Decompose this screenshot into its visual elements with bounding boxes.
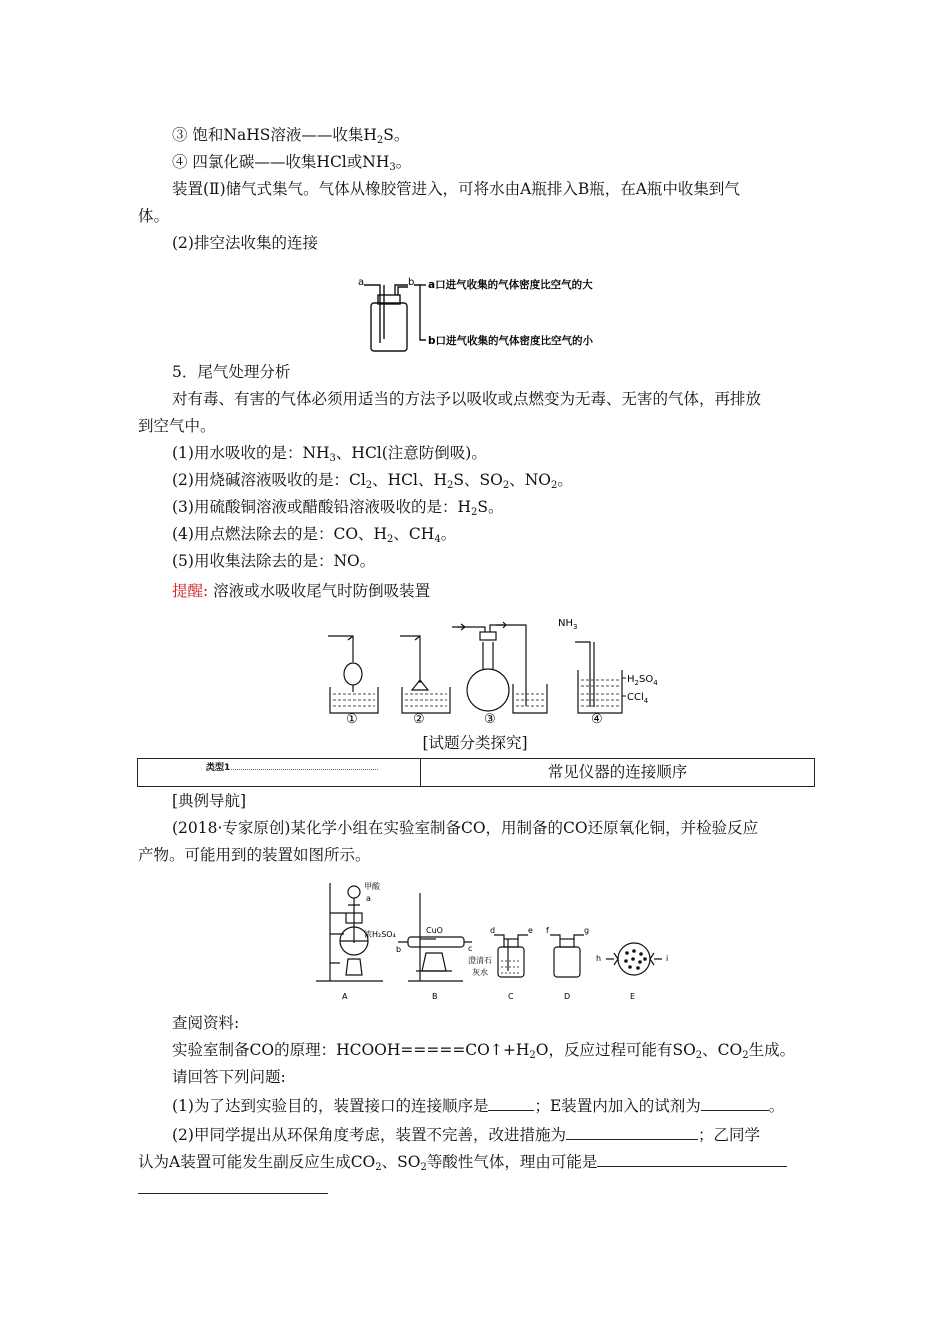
line-tail-gas-cont: 到空气中。: [138, 417, 216, 435]
port-b-label-2: b: [396, 945, 402, 954]
port-a-label-2: a: [366, 894, 371, 903]
reference-text: 实验室制备CO的原理：$HCOOH=====CO↑+H_2O$，反应过程可能有$SO_2$、$CO_2$生成。: [172, 1041, 796, 1061]
question-intro-cont: 产物。可能用到的装置如图所示。: [138, 846, 371, 864]
line-nahs: ③ 饱和NaHS溶液——收集$H_2S$。: [172, 126, 410, 146]
unit-c-label: C: [508, 992, 514, 1001]
device-1-label: ①: [346, 712, 358, 726]
tip-line: 提醒: 溶液或水吸收尾气时防倒吸装置: [172, 582, 431, 600]
co-apparatus-figure: [308, 877, 690, 1005]
reference-label: 查阅资料:: [172, 1014, 240, 1032]
line-storage-cont: 体。: [138, 207, 170, 225]
ccl4-label: CCl$_4$: [627, 692, 649, 705]
device-4-label: ④: [591, 712, 603, 726]
nh3-label: $NH_3$: [558, 618, 578, 631]
tip-label: 提醒:: [172, 582, 209, 600]
unit-a-label: A: [342, 992, 348, 1001]
line-cuso4-absorb: (3)用硫酸铜溶液或醋酸铅溶液吸收的是：$H_2S$。: [172, 498, 504, 518]
unit-b-label: B: [432, 992, 438, 1001]
port-g-label: g: [584, 926, 590, 935]
line-collect: (5)用收集法除去的是：NO。: [172, 552, 376, 570]
type-tag-rule: [206, 769, 378, 770]
line-ignite: (4)用点燃法除去的是：CO、$H_2$、$CH_4$。: [172, 525, 457, 545]
unit-e-label: E: [630, 992, 636, 1001]
answer-blank-3[interactable]: [566, 1125, 698, 1140]
collection-bottle-figure: [350, 273, 650, 353]
port-e-label: e: [528, 926, 533, 935]
question-2-cont: 认为A装置可能发生副反应生成$CO_2$、$SO_2$等酸性气体，理由可能是: [138, 1152, 787, 1172]
port-b-label: b: [408, 277, 415, 288]
formic-acid-label: 甲酸: [364, 882, 380, 891]
type-tag-cell: [138, 759, 421, 786]
line-storage: 装置(Ⅱ)储气式集气。气体从橡胶管进入，可将水由A瓶排入B瓶，在A瓶中收集到气: [172, 180, 740, 198]
port-d-label: d: [490, 926, 496, 935]
note-port-a: a口进气收集的气体密度比空气的大: [428, 279, 593, 291]
question-1: (1)为了达到实验目的，装置接口的连接顺序是 ；E装置内加入的试剂为 。: [172, 1097, 785, 1115]
question-type-banner: [137, 758, 815, 787]
h2so4-label: $H_2SO_4$: [627, 674, 658, 687]
line-water-absorb: (1)用水吸收的是：$NH_3$、HCl(注意防倒吸)。: [172, 444, 487, 464]
device-3-label: ③: [484, 712, 496, 726]
question-intro: (2018·专家原创)某化学小组在实验室制备CO，用制备的CO还原氧化铜，并检验反应: [172, 819, 759, 837]
cuo-label: CuO: [426, 926, 443, 935]
port-c-label: c: [468, 944, 473, 953]
line-naoh-absorb: (2)用烧碱溶液吸收的是：$Cl_2$、HCl、$H_2S$、$SO_2$、$NO_2$。: [172, 471, 573, 491]
limewater-label-2: 灰水: [472, 968, 488, 977]
unit-d-label: D: [564, 992, 571, 1001]
port-i-label: i: [666, 954, 669, 963]
type-title: 常见仪器的连接顺序: [547, 763, 688, 781]
port-h-label: h: [596, 954, 602, 963]
section-heading-5: 5．尾气处理分析: [172, 363, 291, 381]
line-ccl4: ④ 四氯化碳——收集HCl或$NH_3$。: [172, 153, 412, 173]
line-tail-gas: 对有毒、有害的气体必须用适当的方法予以吸收或点燃变为无毒、无害的气体，再排放: [172, 390, 762, 408]
answer-blank-2[interactable]: [701, 1096, 769, 1111]
type-tag: 类型1: [206, 763, 231, 773]
answer-blank-5[interactable]: [138, 1193, 328, 1194]
example-nav: [典例导航]: [172, 792, 247, 810]
device-2-label: ②: [413, 712, 425, 726]
answer-blank-1[interactable]: [488, 1096, 534, 1111]
port-f-label: f: [546, 926, 549, 935]
conc-h2so4-label: 浓H₂SO₄: [364, 930, 396, 939]
note-port-b: b口进气收集的气体密度比空气的小: [428, 335, 594, 347]
answer-blank-4[interactable]: [597, 1152, 787, 1167]
anti-suckback-figure: [320, 608, 680, 726]
port-a-label: a: [358, 277, 365, 288]
question-2: (2)甲同学提出从环保角度考虑，装置不完善，改进措施为 ；乙同学: [172, 1126, 760, 1144]
answer-prompt: 请回答下列问题:: [172, 1068, 286, 1086]
limewater-label-1: 澄清石: [468, 956, 492, 965]
line-air-displacement: (2)排空法收集的连接: [172, 234, 318, 252]
section-caption: [试题分类探究]: [422, 734, 528, 752]
